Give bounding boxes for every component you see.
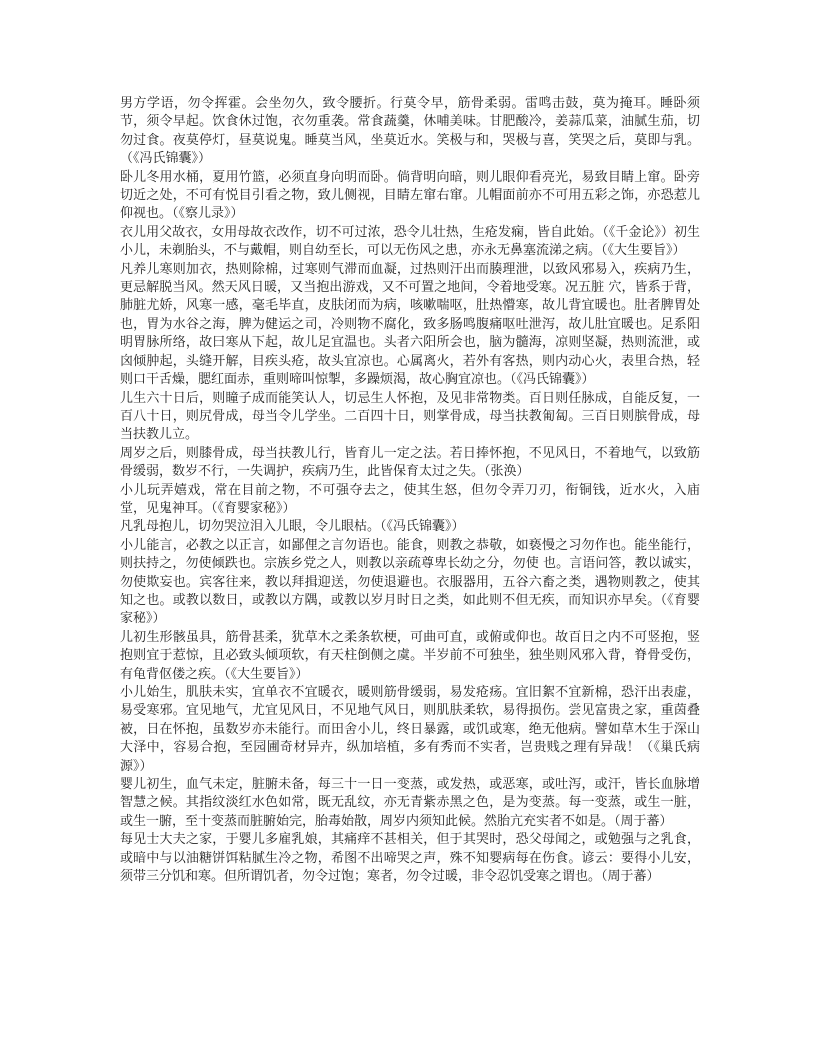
paragraph-5: 儿生六十日后，则瞳子成而能笑认人，切忌生人怀抱，及见非常物类。百日则任脉成，自能反复，一百八十日，则尻骨成，母当令儿学坐。二百四十日，则掌骨成，母当扶教匍匐。三百日则膑骨成，母当扶教儿立。 (120, 390, 700, 443)
paragraph-10: 儿初生形骸虽具，筋骨甚柔，犹草木之柔条软梗，可曲可直，或俯或仰也。故百日之内不可竖抱，竖抱则宜于惹惊，且必致头倾项软，有天柱倒侧之虞。半岁前不可独坐，独坐则风邪入背，脊骨受伤，有龟背伛偻之疾。（《大生要旨》） (120, 629, 700, 682)
paragraph-12: 婴儿初生，血气未定，脏腑未备，每三十一日一变蒸，或发热，或恶寒，或吐泻，或汗，皆长血脉增智慧之候。其指纹淡红水色如常，既无乱纹，亦无青紫赤黑之色，是为变蒸。每一变蒸，或生一脏，或生一腑，至十变蒸而脏腑始完，胎毒始散，周岁内须知此候。然胎亢充实者不如是。（周于蕃） (120, 777, 700, 829)
document-page (120, 95, 700, 886)
paragraph-1: 男方学语，勿令挥霍。会坐勿久，致令腰折。行莫令早，筋骨柔弱。雷鸣击鼓，莫为掩耳。睡卧须节，须令早起。饮食休过饱，衣勿重袭。常食蔬羹，休哺美味。甘肥酸冷，姜蒜瓜菜，油腻生茄，切勿过食。夜莫停灯，昼莫说鬼。睡莫当风，坐莫近水。笑极与和，哭极与喜，笑哭之后，莫即与乳。（《冯氏锦囊》） (120, 96, 700, 167)
paragraph-11: 小儿始生，肌肤未实，宜单衣不宜暖衣，暖则筋骨缓弱，易发疮疡。宜旧絮不宜新棉，恐汗出表虚，易受寒邪。宜见地气，尤宜见风日，不见地气风日，则肌肤柔软，易得损伤。尝见富贵之家，重茵叠被，日在怀抱，虽数岁亦未能行。而田舍小儿，终日暴露，或饥或寒，绝无他病。譬如草木生于深山大泽中，容易合抱，至园圃奇材异卉，纵加培植，多有秀而不实者，岂贵贱之理有异哉！（《巢氏病源》） (120, 685, 700, 774)
paragraph-6: 周岁之后，则膝骨成，母当扶教儿行，皆育儿一定之法。若日捧怀抱，不见风日，不着地气，以致筋骨缓弱，数岁不行，一失调护，疾病乃生，此皆保育太过之失。（张涣） (120, 445, 700, 480)
paragraph-4: 凡养儿寒则加衣，热则除棉，过寒则气滞而血凝，过热则汗出而腠理泄，以致风邪易入，疾病乃生，更忌解脱当风。然天风日暖，又当抱出游戏，又不可置之地间，令着地受寒。况五脏 穴，皆系于背，肺脏尤娇，风寒一感，毫毛毕直，皮肤闭而为病，咳嗽喘呕，肚热懵寒，故儿背宜暖也。肚者脾胃处也，胃为水谷之海，脾为健运之司，冷则物不腐化，致多肠鸣腹痛呕吐泄泻，故儿肚宜暖也。足系阳明胃脉所络，故曰寒从下起，故儿足宜温也。头者六阳所会也，脑为髓海，凉则坚凝，热则流泄，或囟倾肿起，头缝开解，目疾头疮，故头宜凉也。心属离火，若外有客热，则内动心火，表里合热，轻则口干舌燥，腮红面赤，重则啼叫惊掣，多躁烦渴，故心胸宜凉也。（《冯氏锦囊》） (120, 261, 700, 388)
paragraph-3: 衣儿用父故衣，女用母故衣改作，切不可过浓，恐令儿壮热，生疮发痫，皆自此始。（《千金论》）初生小儿，未剃胎头，不与戴帽，则自幼至长，可以无伤风之患，亦永无鼻塞流涕之病。（《大生要旨》） (120, 224, 700, 259)
paragraph-7: 小儿玩弄嬉戏，常在目前之物，不可强夺去之，使其生怒，但勿令弄刀刃，衔铜钱，近水火，入庙堂，见鬼神耳。（《育婴家秘》） (120, 482, 700, 516)
paragraph-2: 卧儿冬用水桶，夏用竹篮，必须直身向明而卧。倘背明向暗，则儿眼仰看亮光，易致目睛上窜。卧旁切近之处，不可有悦目引看之物，致儿侧视，目睛左窜右窜。儿帽面前亦不可用五彩之饰，亦恐惹儿仰视也。（《察儿录》） (120, 169, 700, 222)
paragraph-9: 小儿能言，必教之以正言，如鄙俚之言勿语也。能食，则教之恭敬，如亵慢之习勿作也。能坐能行，则扶持之，勿使倾跌也。宗族乡党之人，则教以亲疏尊卑长幼之分，勿使 也。言语问答，教以诚实，勿使欺妄也。宾客往来，教以拜揖迎送，勿使退避也。衣服器用，五谷六畜之类，遇物则教之，使其知之也。或教以数日，或教以方隅，或教以岁月时日之类，如此则不但无疾，而知识亦早矣。（《育婴家秘》） (120, 537, 700, 627)
paragraph-13: 每见士大夫之家，于婴儿多雇乳娘，其痛痒不甚相关，但于其哭时，恐父母闻之，或勉强与之乳食，或暗中与以油糖饼饵粘腻生冷之物，希图不出啼哭之声，殊不知婴病每在伤食。谚云：要得小儿安，须带三分饥和寒。但所谓饥者，勿令过饱；寒者，勿令过暖，非令忍饥受寒之谓也。（周于蕃） (120, 832, 700, 885)
paragraph-8: 凡乳母抱儿，切勿哭泣泪入儿眼，令儿眼枯。（《冯氏锦囊》） (120, 519, 465, 535)
